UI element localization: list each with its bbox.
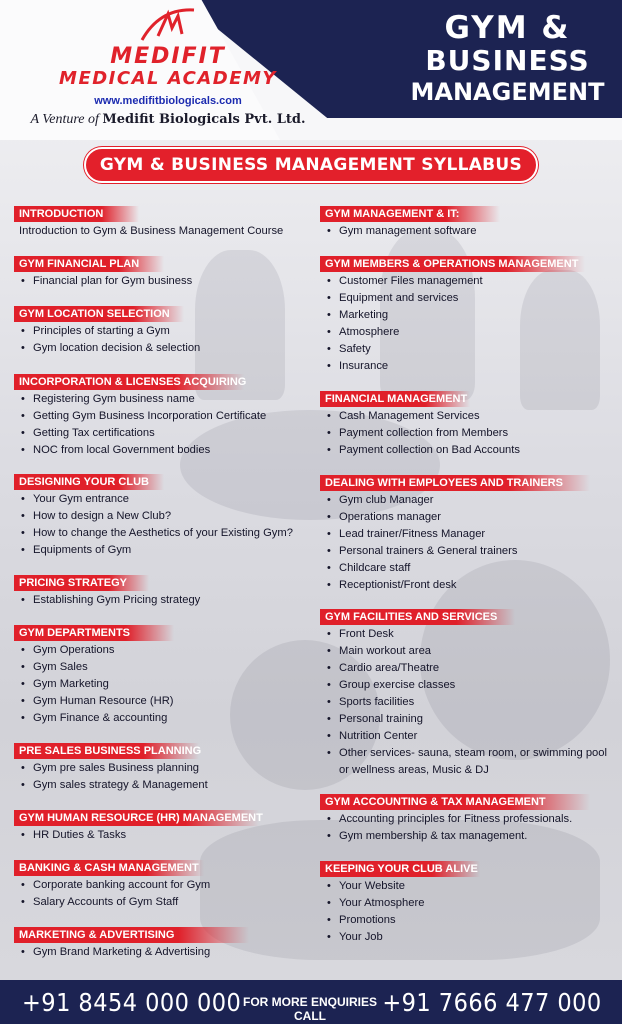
section-title: PRICING STRATEGY <box>14 575 149 591</box>
section-title: BANKING & CASH MANAGEMENT <box>14 860 204 876</box>
phone-number-left[interactable]: +91 8454 000 000 <box>22 988 242 1017</box>
section-item: • Cardio area/Theatre <box>320 660 607 677</box>
section-item: • Gym Human Resource (HR) <box>14 693 174 710</box>
course-title-line3: MANAGEMENT <box>410 78 605 106</box>
section-item: • Establishing Gym Pricing strategy <box>14 592 200 609</box>
section-item-list <box>14 491 293 559</box>
course-title <box>405 12 610 107</box>
syllabus-section <box>14 927 249 961</box>
section-title: FINANCIAL MANAGEMENT <box>320 391 470 407</box>
syllabus-banner: GYM & BUSINESS MANAGEMENT SYLLABUS <box>84 147 538 183</box>
section-item-list <box>320 811 590 845</box>
section-item: • Atmosphere <box>320 324 585 341</box>
section-item: • Gym Operations <box>14 642 174 659</box>
section-item: • Gym management software <box>320 223 500 240</box>
syllabus-section <box>320 256 585 375</box>
syllabus-section <box>14 810 263 844</box>
course-title-line1: GYM & <box>444 10 571 46</box>
venture-prefix: A Venture of <box>30 112 99 127</box>
section-title: GYM HUMAN RESOURCE (HR) MANAGEMENT <box>14 810 259 826</box>
section-item: • NOC from local Government bodies <box>14 442 266 459</box>
section-item: • Safety <box>320 341 585 358</box>
syllabus-section <box>320 609 607 779</box>
academy-name-line1: MEDIFIT <box>110 44 226 69</box>
section-item: • Group exercise classes <box>320 677 607 694</box>
section-item: • Gym sales strategy & Management <box>14 777 208 794</box>
section-item-list <box>14 877 210 911</box>
section-title: INCORPORATION & LICENSES ACQUIRING <box>14 374 244 390</box>
section-item: • Personal trainers & General trainers <box>320 543 590 560</box>
section-item: • Gym club Manager <box>320 492 590 509</box>
section-item: • Financial plan for Gym business <box>14 273 192 290</box>
website-url[interactable]: www.medifitbiologicals.com <box>94 95 242 107</box>
section-item: • Your Atmosphere <box>320 895 480 912</box>
section-item: • Childcare staff <box>320 560 590 577</box>
section-item: • Corporate banking account for Gym <box>14 877 210 894</box>
medifit-logo-icon <box>138 6 198 42</box>
syllabus-section <box>14 575 200 609</box>
syllabus-section <box>320 391 520 459</box>
section-item-list <box>14 592 200 609</box>
section-item: • Payment collection from Members <box>320 425 520 442</box>
section-item-list <box>14 323 200 357</box>
section-item: • Main workout area <box>320 643 607 660</box>
course-title-line2: BUSINESS <box>425 44 590 77</box>
section-item: • Other services- sauna, steam room, or swimming pool <box>320 745 607 762</box>
section-title: DESIGNING YOUR CLUB <box>14 474 164 490</box>
section-title: MARKETING & ADVERTISING <box>14 927 249 943</box>
section-item-list <box>320 223 500 240</box>
syllabus-section <box>14 374 266 459</box>
section-item-list <box>320 408 520 459</box>
section-item: • Your Website <box>320 878 480 895</box>
syllabus-section <box>320 861 480 946</box>
syllabus-section <box>14 743 208 794</box>
section-item-list <box>14 223 283 240</box>
section-item: • Gym location decision & selection <box>14 340 200 357</box>
section-item: • Your Job <box>320 929 480 946</box>
section-item-list <box>320 273 585 375</box>
syllabus-section <box>14 860 210 911</box>
syllabus-section <box>14 206 283 240</box>
section-item: • Operations manager <box>320 509 590 526</box>
venture-line <box>18 112 318 128</box>
section-title: PRE SALES BUSINESS PLANNING <box>14 743 199 759</box>
section-item-list <box>14 827 259 844</box>
section-title: GYM DEPARTMENTS <box>14 625 174 641</box>
section-item: • Sports facilities <box>320 694 607 711</box>
section-item: • Equipment and services <box>320 290 585 307</box>
section-item: • Your Gym entrance <box>14 491 293 508</box>
section-item: • Salary Accounts of Gym Staff <box>14 894 210 911</box>
section-item: • Insurance <box>320 358 585 375</box>
section-item: • Gym membership & tax management. <box>320 828 590 845</box>
section-item: • Promotions <box>320 912 480 929</box>
section-title: GYM ACCOUNTING & TAX MANAGEMENT <box>320 794 590 810</box>
section-item: • Getting Tax certifications <box>14 425 266 442</box>
section-item: • Payment collection on Bad Accounts <box>320 442 520 459</box>
section-title: GYM LOCATION SELECTION <box>14 306 184 322</box>
venture-company: Medifit Biologicals Pvt. Ltd. <box>102 112 306 127</box>
section-item: • Front Desk <box>320 626 607 643</box>
section-item: • Marketing <box>320 307 585 324</box>
section-item: • Registering Gym business name <box>14 391 266 408</box>
section-title: GYM MEMBERS & OPERATIONS MANAGEMENT <box>320 256 585 272</box>
section-title: INTRODUCTION <box>14 206 139 222</box>
section-item: • Gym Marketing <box>14 676 174 693</box>
syllabus-section <box>14 474 293 559</box>
section-item: • Principles of starting a Gym <box>14 323 200 340</box>
section-title: KEEPING YOUR CLUB ALIVE <box>320 861 480 877</box>
section-item: • Receptionist/Front desk <box>320 577 590 594</box>
section-item-list <box>320 626 607 779</box>
section-title: GYM FINANCIAL PLAN <box>14 256 164 272</box>
section-item: Introduction to Gym & Business Management Course <box>19 225 284 237</box>
syllabus-section <box>320 206 500 240</box>
section-item: • Customer Files management <box>320 273 585 290</box>
section-item: • HR Duties & Tasks <box>14 827 259 844</box>
enquiry-label: FOR MORE ENQUIRIES CALL <box>242 995 377 1023</box>
section-item: • Gym pre sales Business planning <box>14 760 208 777</box>
section-item: • How to design a New Club? <box>14 508 293 525</box>
section-item-list <box>14 391 266 459</box>
section-item-list <box>14 944 249 961</box>
section-item: • Equipments of Gym <box>14 542 293 559</box>
section-title: DEALING WITH EMPLOYEES AND TRAINERS <box>320 475 590 491</box>
section-item-list <box>320 492 590 594</box>
section-title: GYM MANAGEMENT & IT: <box>320 206 500 222</box>
section-item: • Gym Finance & accounting <box>14 710 174 727</box>
section-item-list <box>14 642 174 727</box>
section-item: • Cash Management Services <box>320 408 520 425</box>
phone-number-right[interactable]: +91 7666 477 000 <box>382 988 602 1017</box>
syllabus-section <box>320 475 590 594</box>
academy-name-line2: MEDICAL ACADEMY <box>59 68 277 89</box>
syllabus-section <box>14 306 200 357</box>
section-item: • Nutrition Center <box>320 728 607 745</box>
section-item: • Gym Sales <box>14 659 174 676</box>
syllabus-section <box>14 625 174 727</box>
section-title: GYM FACILITIES AND SERVICES <box>320 609 515 625</box>
section-item: • Getting Gym Business Incorporation Certificate <box>14 408 266 425</box>
section-item-list <box>320 878 480 946</box>
syllabus-section <box>320 794 590 845</box>
section-item: or wellness areas, Music & DJ <box>339 764 489 776</box>
section-item: • Accounting principles for Fitness professionals. <box>320 811 590 828</box>
section-item: • Lead trainer/Fitness Manager <box>320 526 590 543</box>
section-item-list <box>14 760 208 794</box>
section-item-list <box>14 273 192 290</box>
syllabus-section <box>14 256 192 290</box>
section-item: • How to change the Aesthetics of your Existing Gym? <box>14 525 293 542</box>
section-item: • Personal training <box>320 711 607 728</box>
section-item: • Gym Brand Marketing & Advertising <box>14 944 249 961</box>
